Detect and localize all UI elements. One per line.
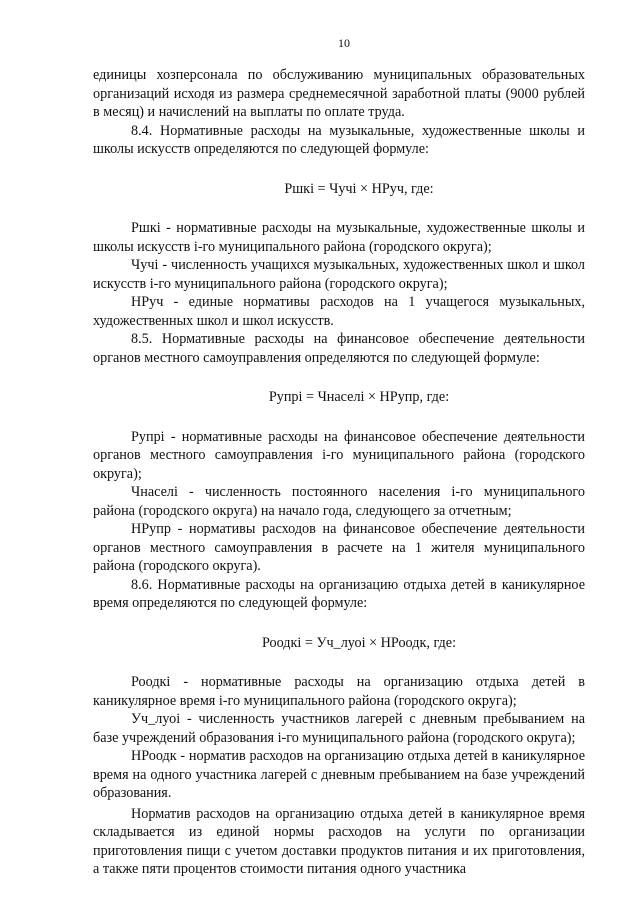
paragraph-8-4: 8.4. Нормативные расходы на музыкальные, художественные школы и школы искусств определяются по следующей формуле: — [93, 122, 585, 157]
definition-rupr: Рупрі - нормативные расходы на финансовое обеспечение деятельности органов местного самоуправления і-го муниципального района (городского округа); — [93, 428, 585, 482]
paragraph-continuation: единицы хозперсонала по обслуживанию муниципальных образовательных организаций исходя из размера среднемесячной заработной платы (9000 рублей в месяц) и начислений на выплаты по оплате труда. — [93, 67, 585, 120]
definition-rshk: Ршкі - нормативные расходы на музыкальные, художественные школы и школы искусств і-го муниципального района (городского округа); — [93, 220, 585, 255]
formula-music-schools: Ршкі = Чучі × НРуч, где: — [284, 180, 434, 197]
formula-self-government: Рупрі = Чнаселі × НРупр, где: — [268, 389, 450, 405]
definition-chuch: Чучі - численность учащихся музыкальных, художественных школ и школ искусств і-го муниципального района (городского округа); — [93, 257, 585, 292]
formula-children-rest: Роодкі = Уч_луоі × НРоодк, где: — [261, 634, 457, 651]
definition-nruch: НРуч - единые нормативы расходов на 1 учащегося музыкальных, художественных школ и школ искусств. — [93, 294, 585, 329]
definition-roodk: Роодкі - нормативные расходы на организацию отдыха детей в каникулярное время і-го муниципального района (городского округа); — [93, 674, 585, 709]
definition-uch-luo: Уч_луоі - численность участников лагерей с дневным пребыванием на базе учреждений образования і-го муниципального района (городского округа); — [93, 711, 585, 746]
definition-chnasel: Чнаселі - численность постоянного населения і-го муниципального района (городского округа) на начало года, следующего за отчетным; — [93, 484, 585, 519]
paragraph-norm-composition: Норматив расходов на организацию отдыха детей в каникулярное время складывается из единой нормы расходов на услуги по организации приготовления пищи с учетом доставки продуктов питания и их приготовления, а также пяти процентов стоимости питания одного участника — [93, 805, 585, 877]
paragraph-8-5: 8.5. Нормативные расходы на финансовое обеспечение деятельности органов местного самоуправления определяются по следующей формуле: — [93, 331, 585, 366]
definition-nrupr: НРупр - нормативы расходов на финансовое обеспечение деятельности органов местного самоуправления в расчете на 1 жителя муниципального района (городского округа). — [93, 521, 585, 574]
page-number: 10 — [338, 36, 350, 50]
paragraph-8-6: 8.6. Нормативные расходы на организацию отдыха детей в каникулярное время определяются по следующей формуле: — [93, 576, 585, 611]
definition-nroodk: НРоодк - норматив расходов на организацию отдыха детей в каникулярное время на одного участника лагерей с дневным пребыванием на базе учреждений образования. — [93, 748, 585, 801]
